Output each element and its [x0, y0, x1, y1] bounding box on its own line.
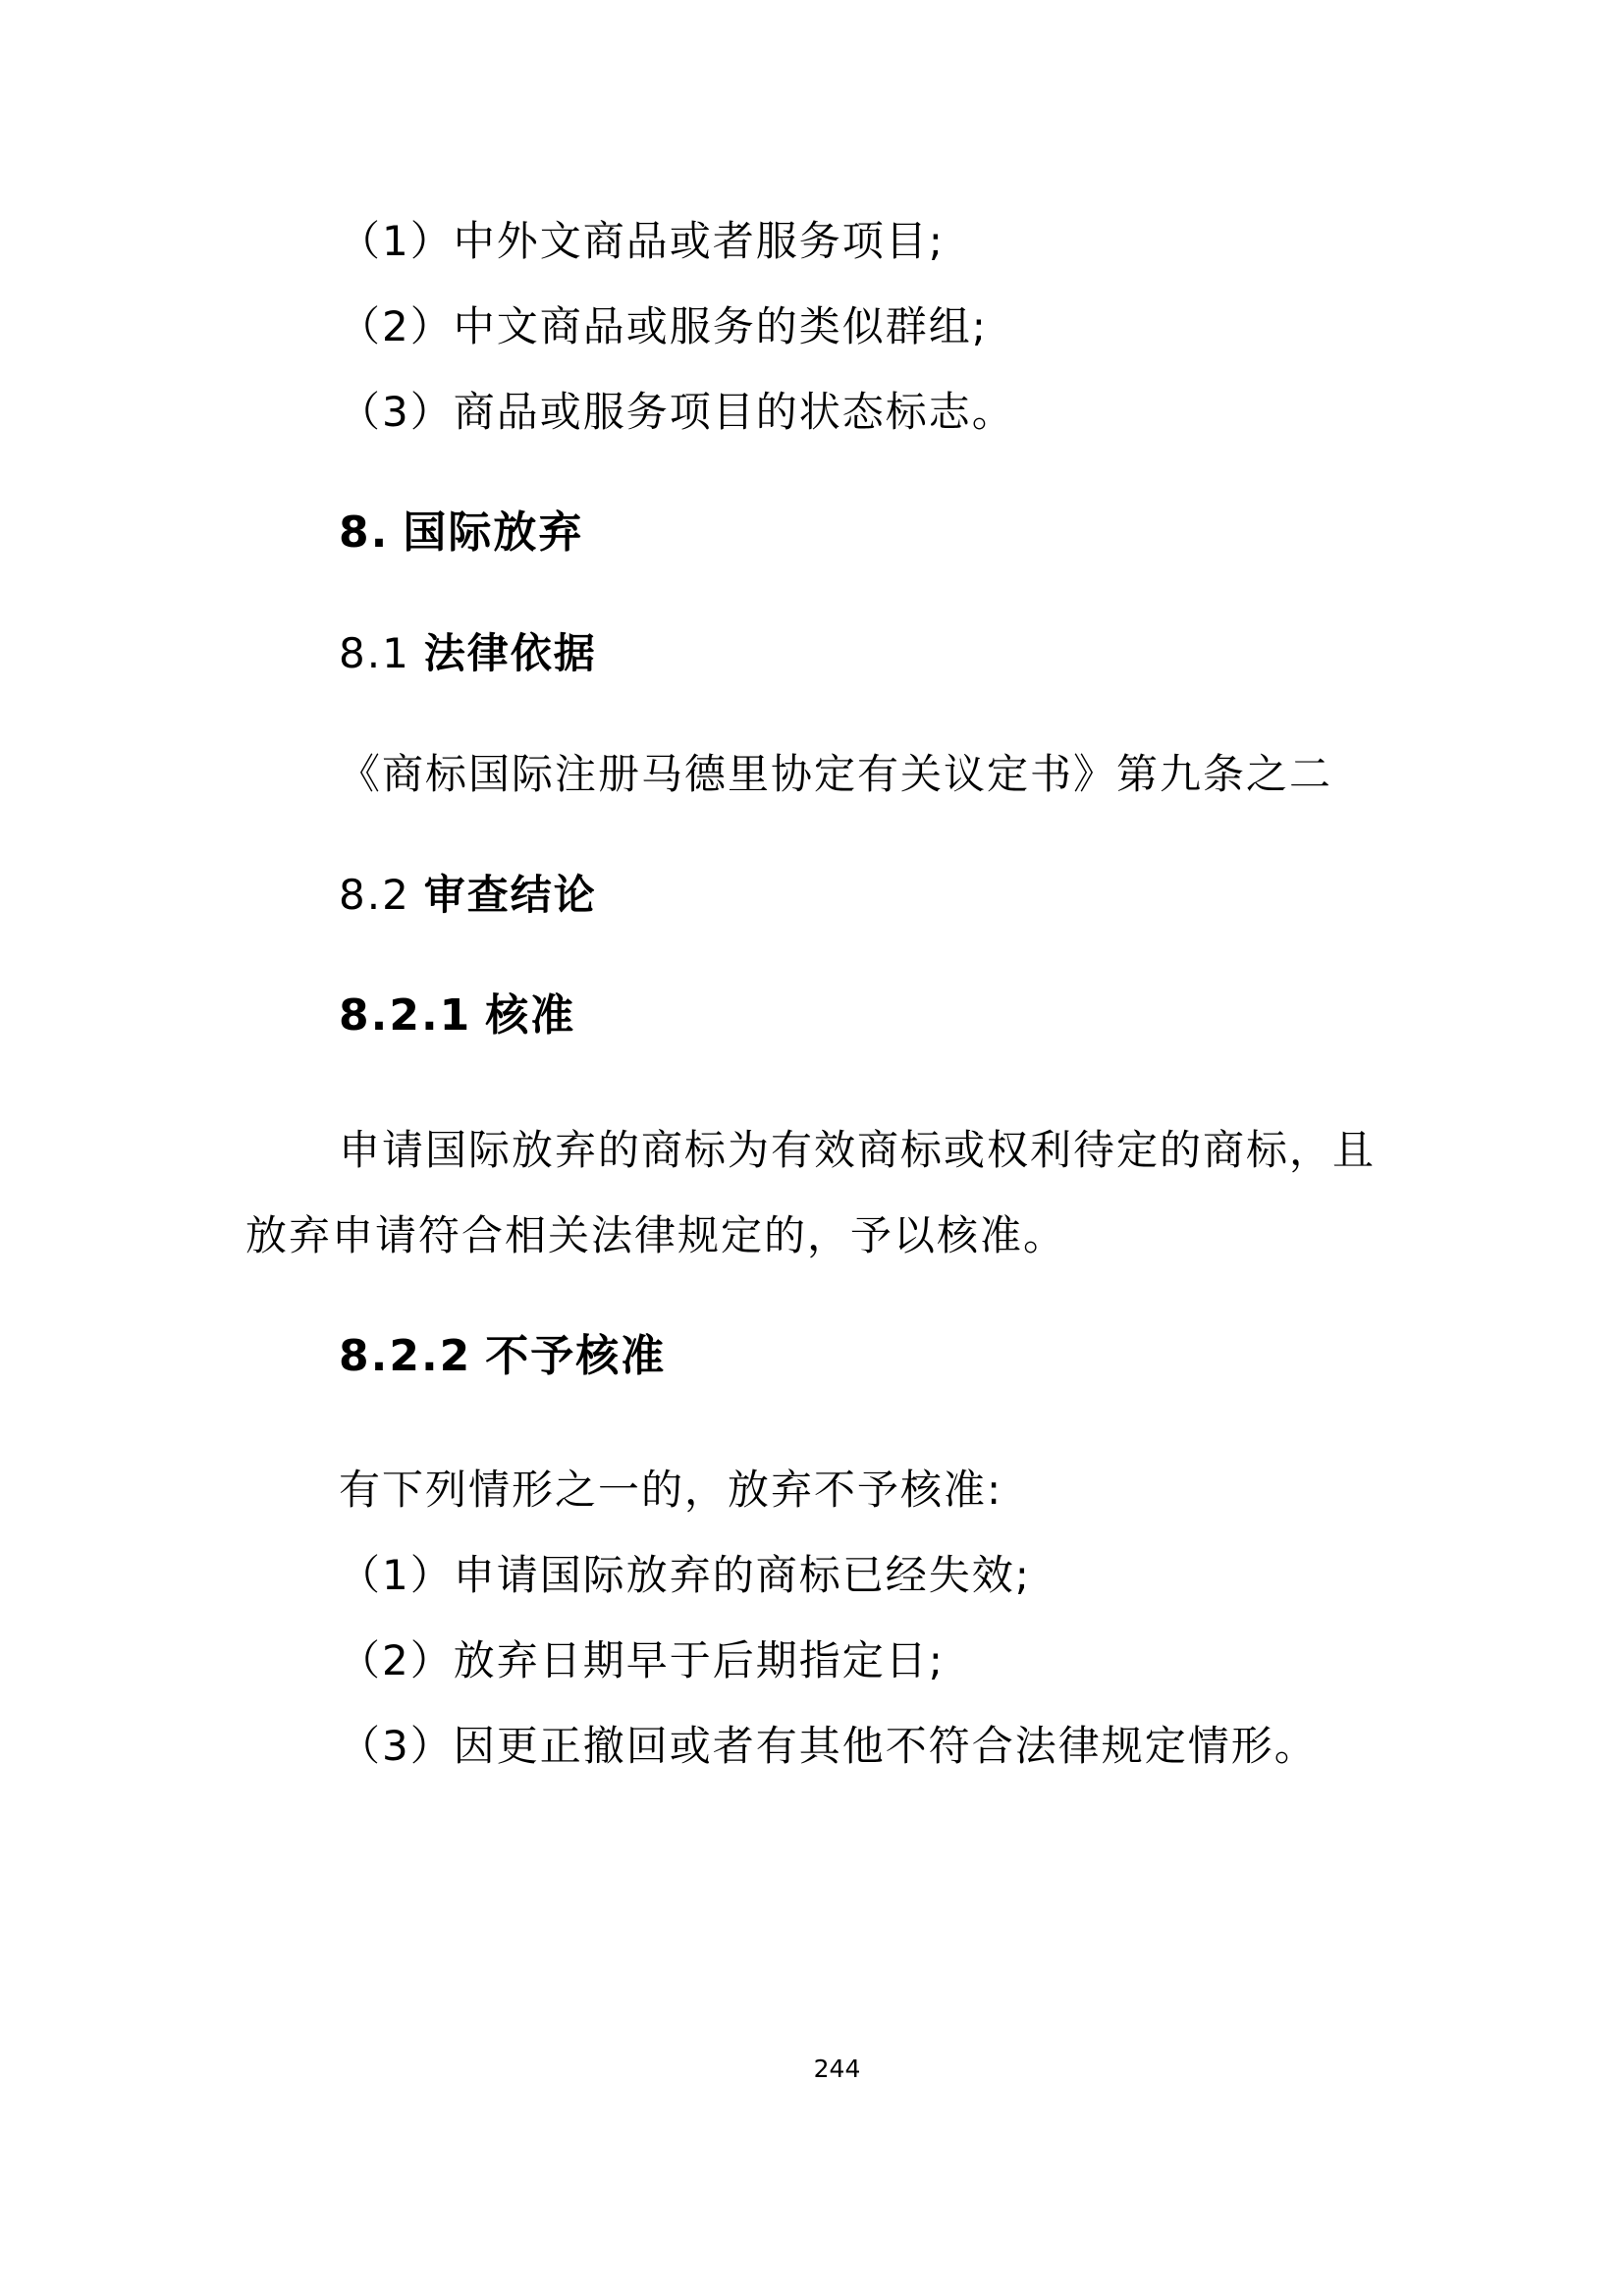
- paragraph-line: 放弃申请符合相关法律规定的，予以核准。: [245, 1211, 1067, 1259]
- legal-basis-text: 《商标国际注册马德里协定有关议定书》第九条之二: [339, 750, 1333, 798]
- subsubsection-title: 核准: [485, 990, 576, 1041]
- list-item: （3）商品或服务项目的状态标志。: [339, 388, 1015, 436]
- list-item: （3）因更正撤回或者有其他不符合法律规定情形。: [339, 1722, 1318, 1770]
- list-item: （1）申请国际放弃的商标已经失效;: [339, 1551, 1031, 1599]
- subsubsection-heading: [339, 988, 575, 1044]
- subsection-number: 8.2: [339, 871, 410, 919]
- section-heading: [339, 505, 583, 561]
- paragraph-intro: 有下列情形之一的，放弃不予核准:: [339, 1466, 1003, 1514]
- list-item: （2）放弃日期早于后期指定日;: [339, 1636, 945, 1684]
- subsection-title: 审查结论: [423, 871, 597, 919]
- subsection-title: 法律依据: [423, 629, 597, 677]
- paragraph-line: 申请国际放弃的商标为有效商标或权利待定的商标，且: [339, 1126, 1377, 1174]
- list-item: （1）中外文商品或者服务项目;: [339, 217, 945, 265]
- section-number: 8.: [339, 507, 390, 558]
- subsubsection-number: 8.2.2: [339, 1331, 472, 1381]
- subsection-number: 8.1: [339, 629, 410, 677]
- subsubsection-heading: [339, 1328, 666, 1385]
- subsubsection-number: 8.2.1: [339, 990, 472, 1041]
- subsection-heading: [339, 625, 597, 682]
- page-number: 244: [813, 2055, 861, 2083]
- subsubsection-title: 不予核准: [485, 1331, 667, 1381]
- subsection-heading: [339, 867, 597, 924]
- list-item: （2）中文商品或服务的类似群组;: [339, 302, 988, 350]
- section-title: 国际放弃: [403, 507, 584, 558]
